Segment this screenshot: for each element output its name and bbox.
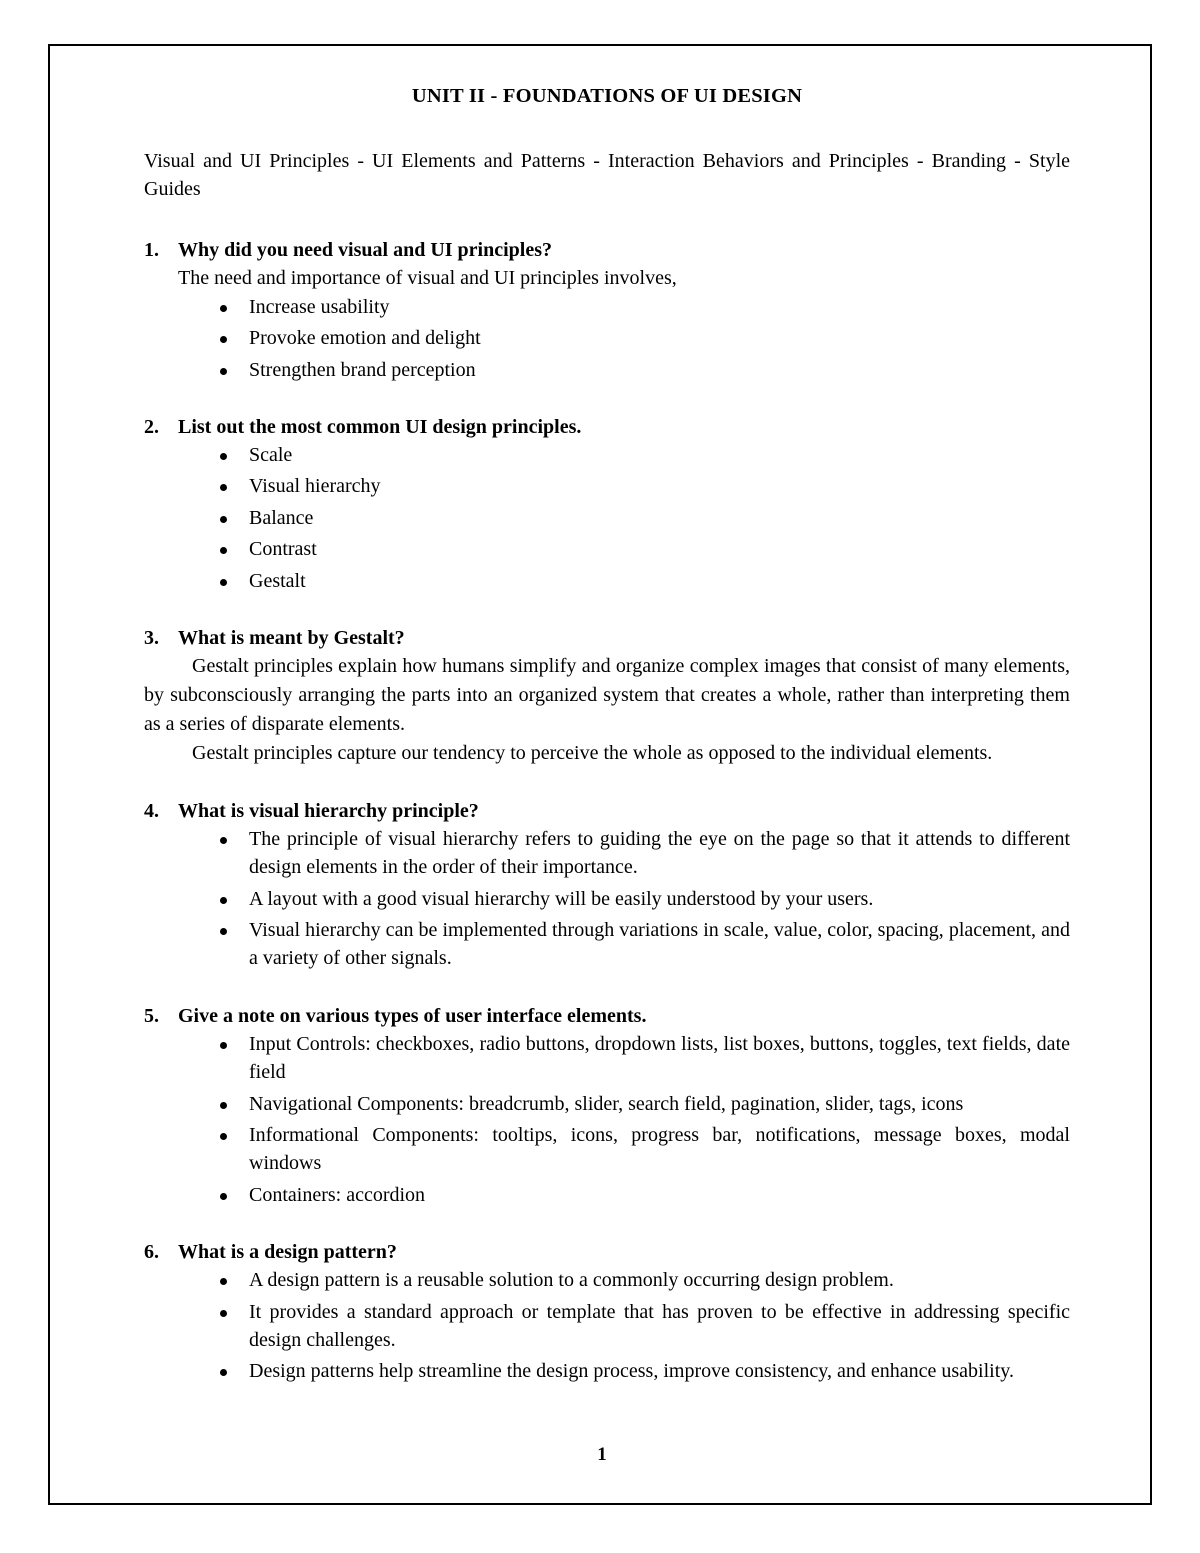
list-item-text: A layout with a good visual hierarchy will be easily understood by your users. <box>249 887 874 910</box>
list-item <box>144 885 1070 913</box>
list-item <box>144 441 1070 469</box>
question-heading-5 <box>144 1003 1070 1030</box>
list-item <box>144 1090 1070 1118</box>
list-item-text: The principle of visual hierarchy refers to guiding the eye on the page so that it attends to different design elements in the order of their importance. <box>249 827 1070 879</box>
bullet-icon <box>220 547 227 554</box>
question-number-2: 2. <box>144 415 159 438</box>
page-title: UNIT II - FOUNDATIONS OF UI DESIGN <box>411 85 803 107</box>
answer-list-4 <box>144 825 1070 973</box>
question-block-1 <box>144 237 1070 384</box>
bullet-icon <box>220 453 227 460</box>
question-number-3: 3. <box>144 626 159 649</box>
list-item <box>144 504 1070 532</box>
page-border-frame <box>48 44 1152 1505</box>
answer-list-5 <box>144 1030 1070 1209</box>
list-item <box>144 567 1070 595</box>
list-item <box>144 825 1070 882</box>
list-item-text: Visual hierarchy <box>249 475 381 498</box>
question-text-3: What is meant by Gestalt? <box>178 626 405 649</box>
question-subtext-1: The need and importance of visual and UI principles involves, <box>178 267 677 290</box>
list-item-text: Increase usability <box>249 295 390 318</box>
answer-list-6 <box>144 1266 1070 1386</box>
list-item-text: Containers: accordion <box>249 1183 426 1206</box>
bullet-icon <box>220 837 227 844</box>
list-item-text: Gestalt <box>249 569 306 592</box>
bullet-icon <box>220 928 227 935</box>
question-text-5: Give a note on various types of user interface elements. <box>178 1004 647 1027</box>
list-item-text: Strengthen brand perception <box>249 358 476 381</box>
question-heading-6 <box>144 1239 1070 1266</box>
list-item-text: Balance <box>249 506 314 529</box>
list-item <box>144 324 1070 352</box>
bullet-icon <box>220 1193 227 1200</box>
question-block-2 <box>144 414 1070 595</box>
question-block-4 <box>144 798 1070 973</box>
question-heading-2 <box>144 414 1070 441</box>
answer-list-2 <box>144 441 1070 595</box>
question-number-6: 6. <box>144 1241 159 1264</box>
list-item-text: A design pattern is a reusable solution to a commonly occurring design problem. <box>249 1269 894 1292</box>
question-text-6: What is a design pattern? <box>178 1241 397 1264</box>
question-heading-3 <box>144 625 1070 652</box>
list-item <box>144 1181 1070 1209</box>
bullet-icon <box>220 1042 227 1049</box>
list-item-text: Provoke emotion and delight <box>249 327 481 350</box>
list-item <box>144 535 1070 563</box>
bullet-icon <box>220 1102 227 1109</box>
list-item-text: It provides a standard approach or template that has proven to be effective in addressing specific design challenges. <box>249 1300 1070 1351</box>
document-content <box>144 84 1070 1386</box>
list-item-text: Informational Components: tooltips, icons, progress bar, notifications, message boxes, modal windows <box>249 1124 1070 1175</box>
paragraph: Gestalt principles capture our tendency to perceive the whole as opposed to the individual elements. <box>192 741 993 764</box>
question-heading-1 <box>144 237 1070 264</box>
list-item-text: Visual hierarchy can be implemented through variations in scale, value, color, spacing, placement, and a variety of other signals. <box>249 919 1070 970</box>
bullet-icon <box>220 516 227 523</box>
bullet-icon <box>220 484 227 491</box>
bullet-icon <box>220 579 227 586</box>
bullet-icon <box>220 1278 227 1285</box>
list-item <box>144 1266 1070 1294</box>
paragraph: Gestalt principles explain how humans simplify and organize complex images that consist of many elements, by subconsciously arranging the parts into an organized system that creates a whole, rather than interpreting them as a series of disparate elements. <box>144 654 1070 735</box>
bullet-icon <box>220 336 227 343</box>
list-item <box>144 916 1070 973</box>
list-item <box>144 472 1070 500</box>
unit-syllabus-summary: Visual and UI Principles - UI Elements and Patterns - Interaction Behaviors and Principles - Branding - Style Guides <box>144 149 1070 200</box>
question-block-3 <box>144 625 1070 768</box>
list-item-text: Scale <box>249 443 293 466</box>
list-item <box>144 1298 1070 1355</box>
answer-list-1 <box>144 293 1070 384</box>
bullet-icon <box>220 368 227 375</box>
question-number-1: 1. <box>144 239 159 262</box>
question-text-2: List out the most common UI design principles. <box>178 415 582 438</box>
question-number-4: 4. <box>144 799 159 822</box>
question-block-5 <box>144 1003 1070 1209</box>
list-item <box>144 293 1070 321</box>
list-item <box>144 1121 1070 1178</box>
bullet-icon <box>220 1310 227 1317</box>
bullet-icon <box>220 1133 227 1140</box>
list-item <box>144 356 1070 384</box>
list-item-text: Navigational Components: breadcrumb, slider, search field, pagination, slider, tags, icons <box>249 1092 964 1115</box>
question-heading-4 <box>144 798 1070 825</box>
bullet-icon <box>220 897 227 904</box>
list-item-text: Input Controls: checkboxes, radio buttons, dropdown lists, list boxes, buttons, toggles, text fields, date field <box>249 1032 1070 1084</box>
question-block-6 <box>144 1239 1070 1386</box>
question-number-5: 5. <box>144 1004 159 1027</box>
page-number-footer: 1 <box>597 1444 607 1465</box>
answer-paragraphs-3 <box>144 652 1070 768</box>
list-item <box>144 1030 1070 1087</box>
bullet-icon <box>220 305 227 312</box>
list-item-text: Contrast <box>249 538 317 561</box>
question-text-4: What is visual hierarchy principle? <box>178 799 479 822</box>
question-text-1: Why did you need visual and UI principles? <box>178 239 552 262</box>
list-item <box>144 1357 1070 1385</box>
list-item-text: Design patterns help streamline the design process, improve consistency, and enhance usability. <box>249 1360 1014 1383</box>
bullet-icon <box>220 1369 227 1376</box>
